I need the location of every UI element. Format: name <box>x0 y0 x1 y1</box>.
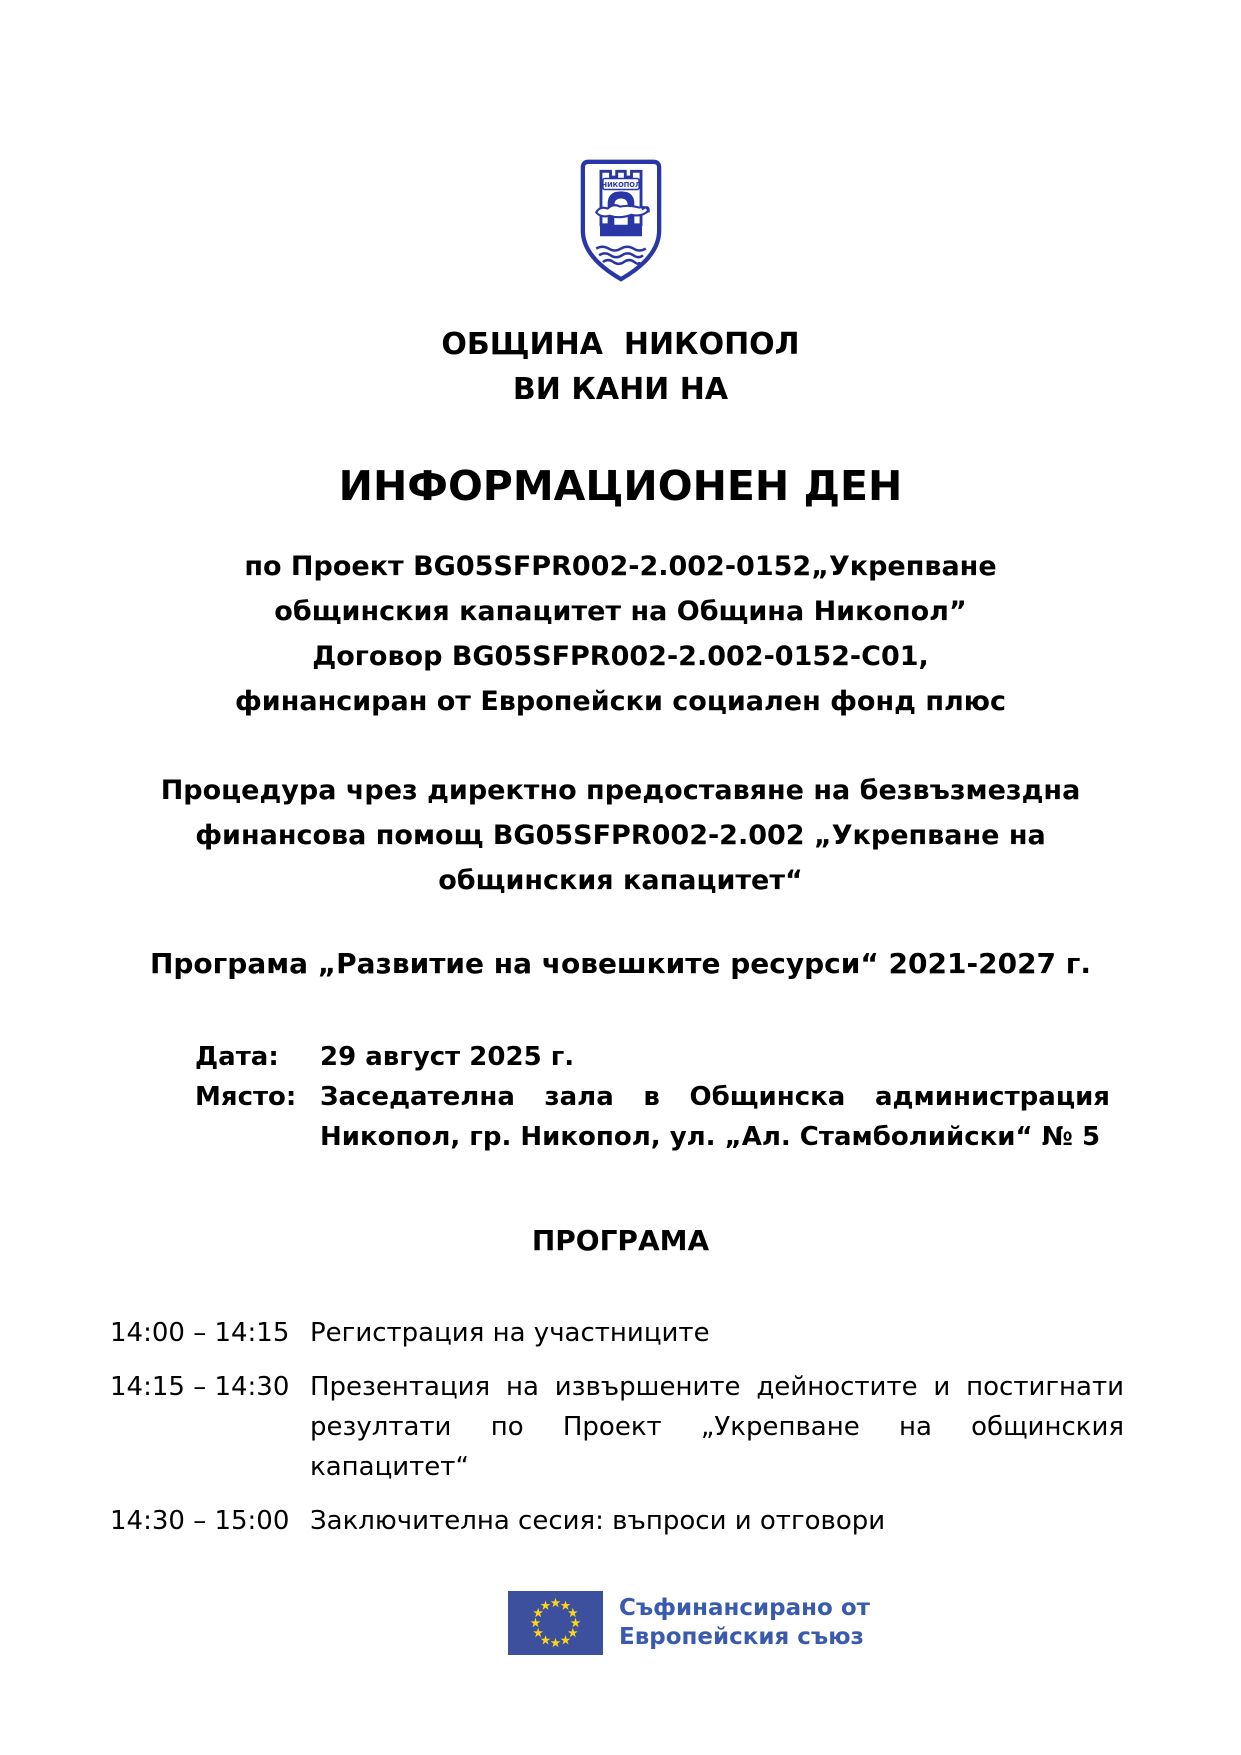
procedure-line: финансова помощ BG05SFPR002-2.002 „Укрепване на <box>195 820 1046 851</box>
eu-cofunding-caption <box>619 1594 870 1652</box>
eu-caption-line: Европейския съюз <box>619 1624 864 1650</box>
date-row <box>195 1037 1110 1077</box>
programme-heading: ПРОГРАМА <box>531 1224 710 1257</box>
project-line: по Проект BG05SFPR002-2.002-0152„Укрепване <box>244 551 997 582</box>
procedure-line: общинския капацитет“ <box>438 865 803 896</box>
procedure-description <box>0 768 1241 903</box>
programme-name-line: Програма „Развитие на човешките ресурси“ 2021-2027 г. <box>149 947 1092 980</box>
date-label: Дата: <box>195 1042 279 1072</box>
nikopol-coat-of-arms-icon <box>573 158 669 282</box>
org-name: ОБЩИНА НИКОПОЛ <box>441 327 800 362</box>
place-label: Място: <box>195 1082 297 1112</box>
eu-flag-icon <box>507 1591 604 1655</box>
schedule-item <box>110 1367 1124 1487</box>
eu-caption-line: Съфинансирано от <box>619 1595 870 1621</box>
project-line: Договор BG05SFPR002-2.002-0152-С01, <box>312 641 929 672</box>
place-row <box>195 1077 1110 1157</box>
invitation-line: ВИ КАНИ НА <box>512 372 729 407</box>
project-description <box>0 544 1241 724</box>
place-value: Заседателна зала в Общинска администрация Никопол, гр. Никопол, ул. „Ал. Стамболийски“ № 5 <box>320 1082 1110 1152</box>
schedule-time: 14:15 – 14:30 <box>110 1372 290 1402</box>
schedule-time: 14:30 – 15:00 <box>110 1506 290 1536</box>
project-line: финансиран от Европейски социален фонд плюс <box>234 686 1007 717</box>
schedule-description: Регистрация на участниците <box>310 1318 710 1348</box>
eu-cofunding-block <box>507 1591 1241 1655</box>
event-title: ИНФОРМАЦИОНЕН ДЕН <box>338 462 903 510</box>
schedule-item <box>110 1501 1124 1541</box>
event-details <box>195 1037 1110 1157</box>
procedure-line: Процедура чрез директно предоставяне на безвъзмездна <box>160 775 1081 806</box>
crest-banner-text: НИКОПОЛ <box>601 180 640 189</box>
project-line: общинския капацитет на Община Никопол” <box>274 596 967 627</box>
schedule-description: Заключителна сесия: въпроси и отговори <box>310 1506 886 1536</box>
org-heading <box>0 322 1241 412</box>
schedule-item <box>110 1313 1124 1353</box>
schedule-description: Презентация на извършените дейностите и постигнати резултати по Проект „Укрепване на общинския капацитет“ <box>310 1372 1124 1482</box>
schedule-list <box>110 1313 1124 1541</box>
schedule-time: 14:00 – 14:15 <box>110 1318 290 1348</box>
date-value: 29 август 2025 г. <box>320 1042 575 1072</box>
